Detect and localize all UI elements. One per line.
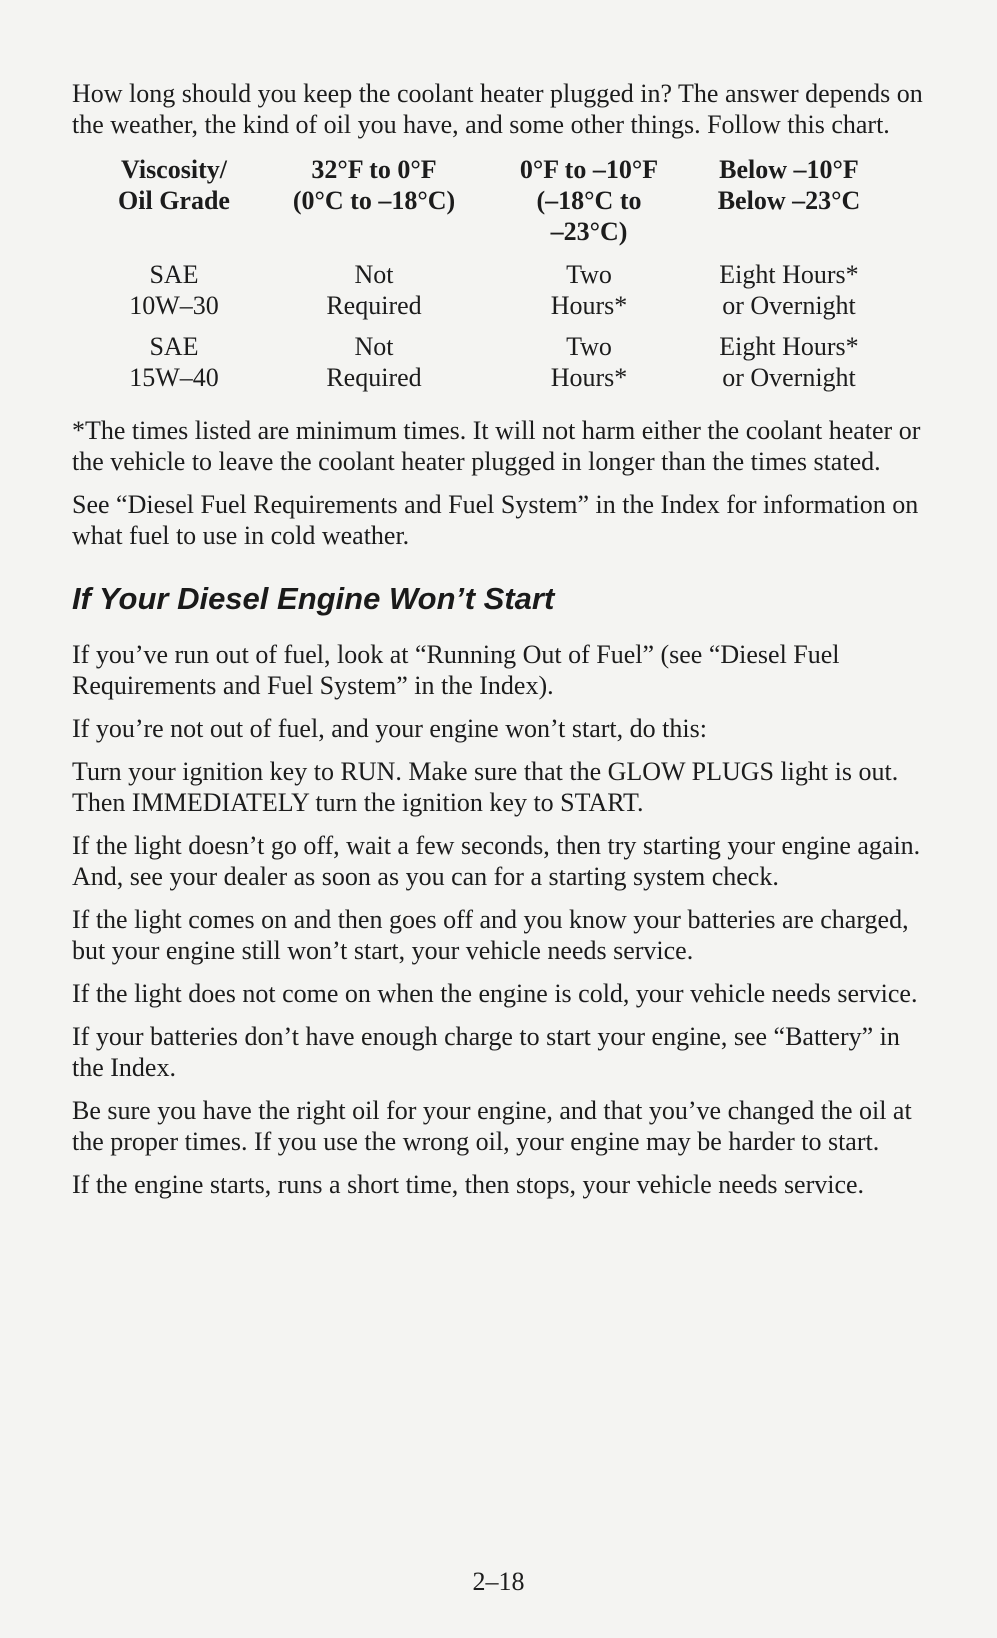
paragraph: If the light comes on and then goes off and you know your batteries are charged, but your engine still won’t start, your vehicle needs service. (72, 905, 909, 965)
table-row (94, 331, 894, 403)
paragraph: Turn your ignition key to RUN. Make sure that the GLOW PLUGS light is out. Then IMMEDIATELY turn the ignition key to START. (72, 757, 899, 817)
table-cell: Eight Hours* or Overnight (719, 332, 859, 392)
intro-paragraph: How long should you keep the coolant heater plugged in? The answer depends on the weather, the kind of oil you have, and some other things. Follow this chart. (72, 79, 923, 139)
coolant-heater-chart (94, 154, 894, 403)
footnote: *The times listed are minimum times. It will not harm either the coolant heater or the vehicle to leave the coolant heater plugged in longer than the times stated. (72, 416, 921, 476)
chart-header-row (94, 154, 894, 259)
table-cell: SAE 10W–30 (129, 260, 219, 320)
header-viscosity: Viscosity/ Oil Grade (118, 155, 230, 215)
table-cell: Eight Hours* or Overnight (719, 260, 859, 320)
paragraph: If the light doesn’t go off, wait a few seconds, then try starting your engine again. And, see your dealer as soon as you can for a starting system check. (72, 831, 921, 891)
table-row (94, 259, 894, 331)
section-heading: If Your Diesel Engine Won’t Start (72, 581, 555, 616)
table-cell: Not Required (326, 260, 422, 320)
paragraph: If the light does not come on when the engine is cold, your vehicle needs service. (72, 979, 918, 1008)
page-content (72, 78, 932, 1212)
paragraph: If you’ve run out of fuel, look at “Running Out of Fuel” (see “Diesel Fuel Requirements and Fuel System” in the Index). (72, 640, 840, 700)
paragraph: If you’re not out of fuel, and your engine won’t start, do this: (72, 714, 707, 743)
page-number: 2–18 (472, 1567, 525, 1596)
paragraph: If your batteries don’t have enough charge to start your engine, see “Battery” in the Index. (72, 1022, 900, 1082)
paragraph: Be sure you have the right oil for your engine, and that you’ve changed the oil at the proper times. If you use the wrong oil, your engine may be harder to start. (72, 1096, 912, 1156)
table-cell: Not Required (326, 332, 422, 392)
table-cell: SAE 15W–40 (129, 332, 219, 392)
paragraph: If the engine starts, runs a short time, then stops, your vehicle needs service. (72, 1170, 865, 1199)
see-also-paragraph: See “Diesel Fuel Requirements and Fuel System” in the Index for information on what fuel to use in cold weather. (72, 490, 919, 550)
header-below-minus10f: Below –10°F Below –23°C (717, 155, 861, 215)
header-32f-to-0f: 32°F to 0°F (0°C to –18°C) (292, 155, 456, 215)
table-cell: Two Hours* (550, 260, 628, 320)
header-0f-to-minus10f: 0°F to –10°F (–18°C to –23°C) (519, 155, 659, 246)
table-cell: Two Hours* (550, 332, 628, 392)
